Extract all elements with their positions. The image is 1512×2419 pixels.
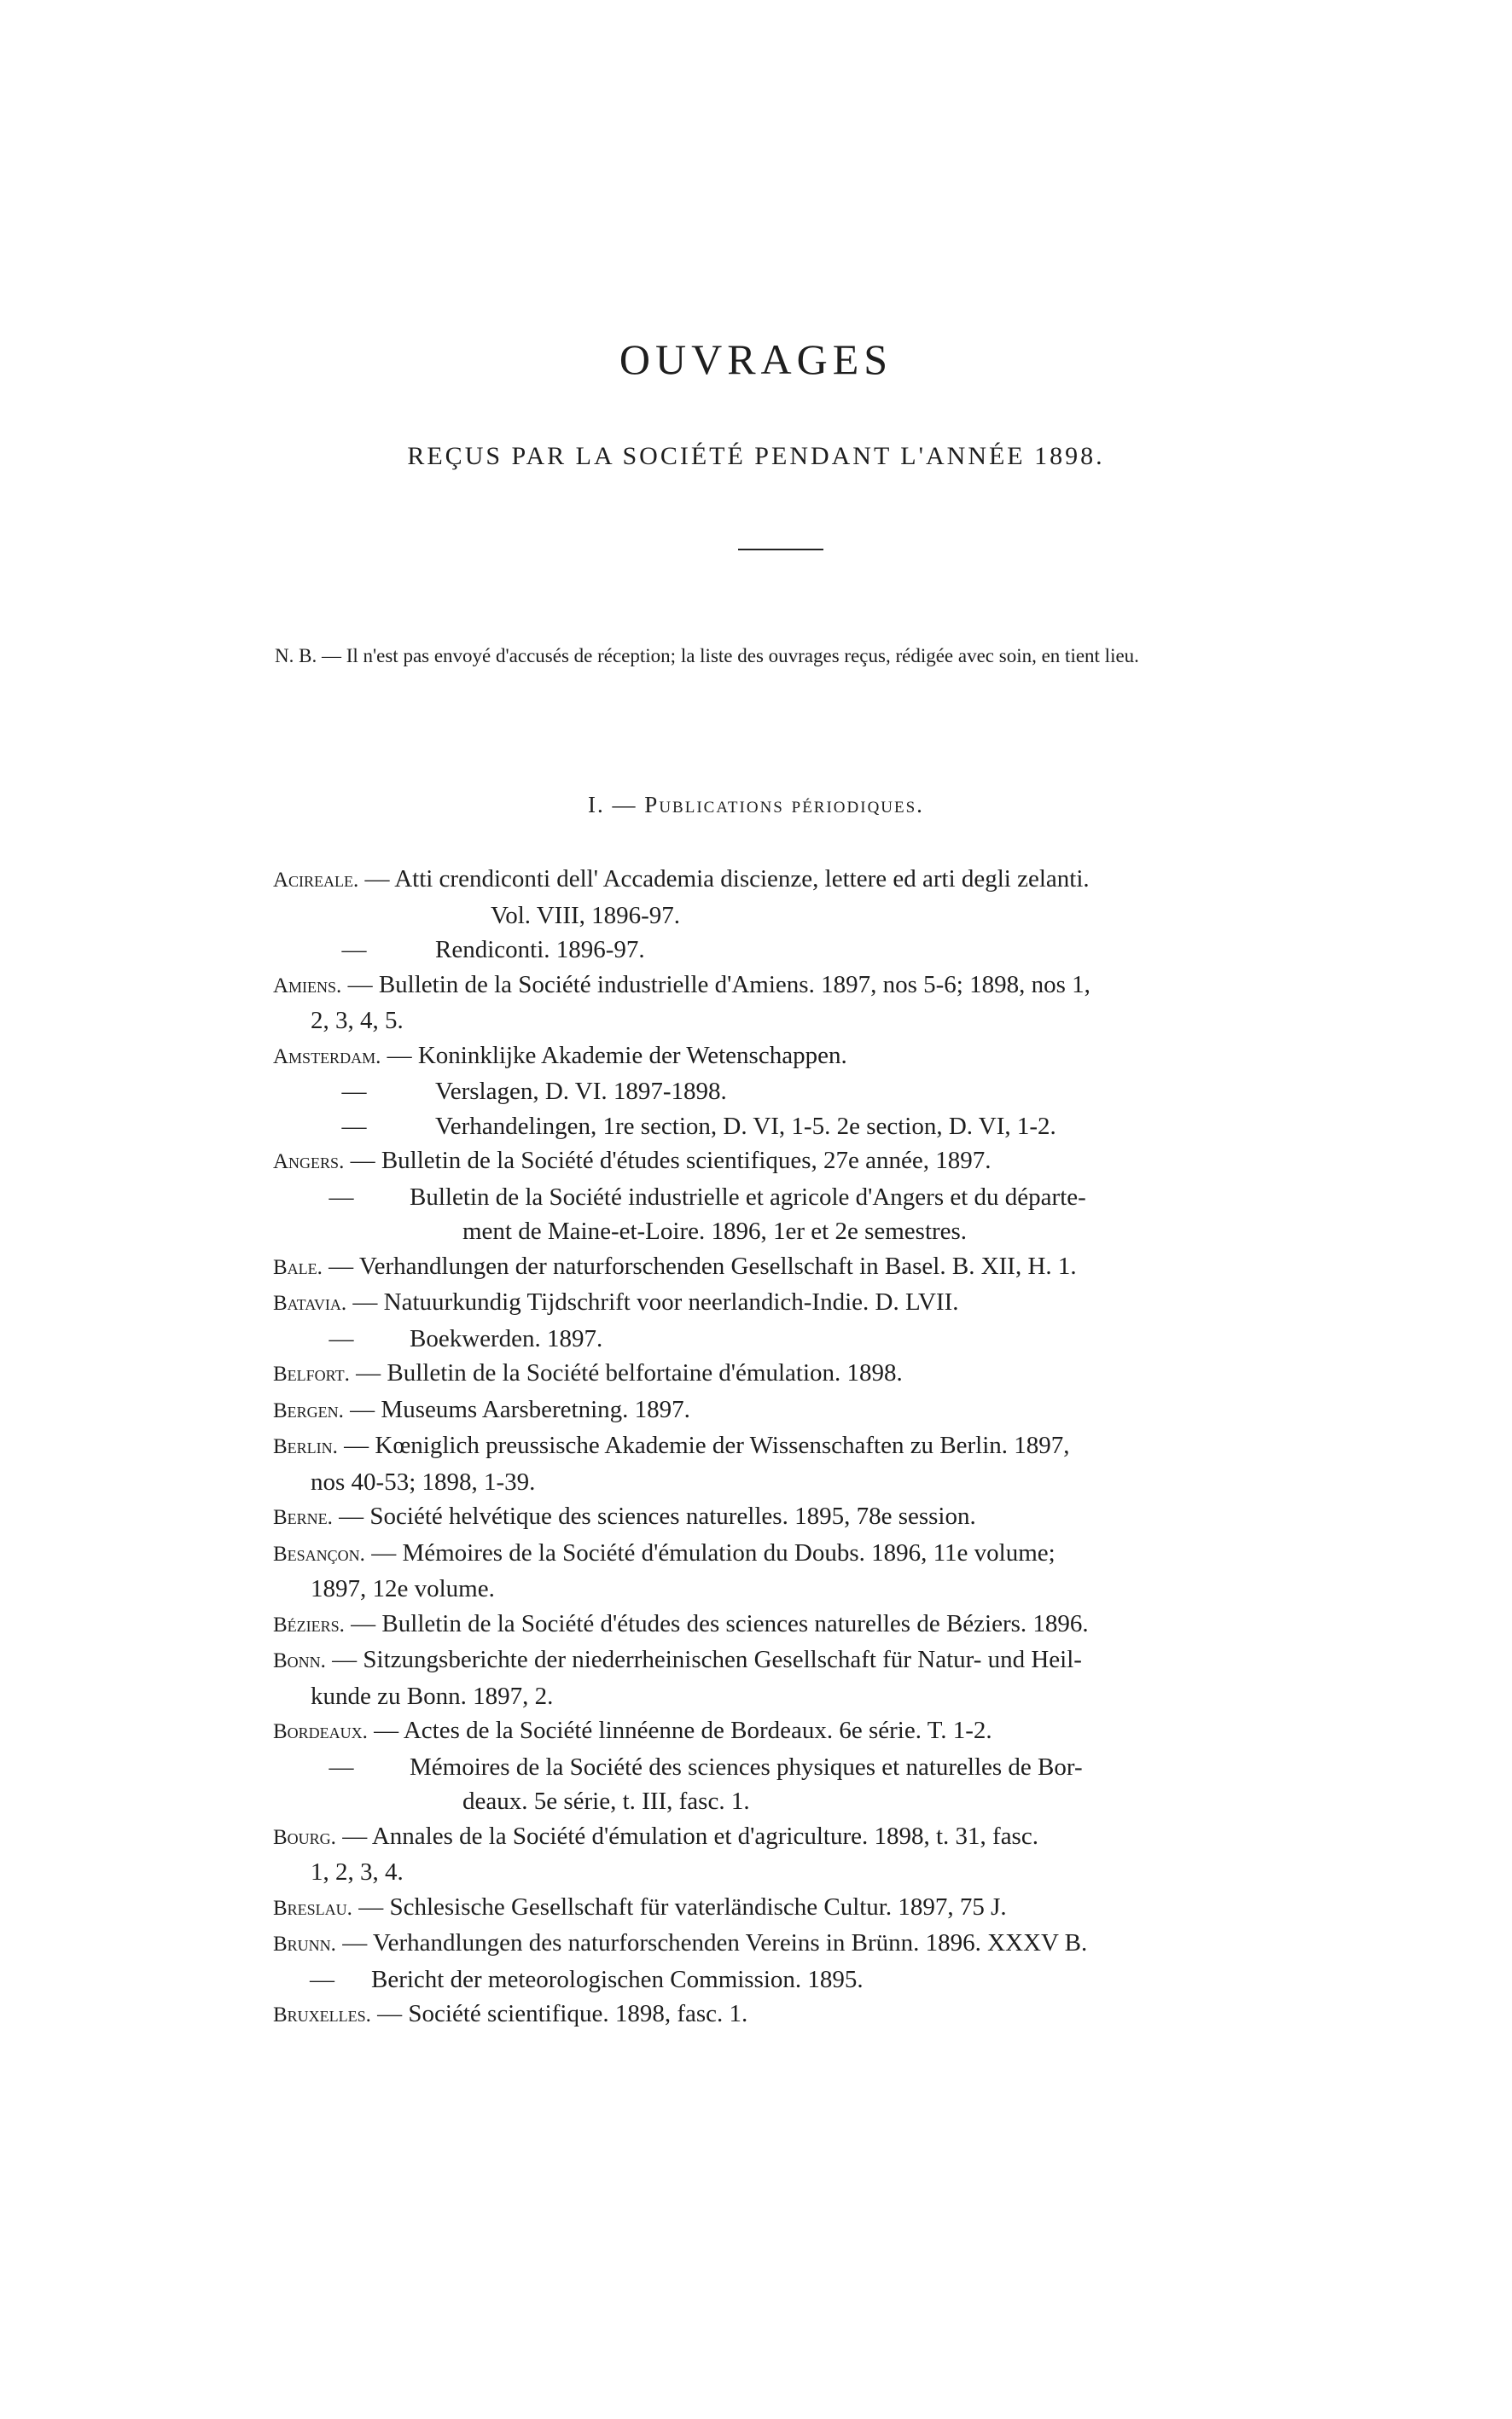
list-item xyxy=(273,1499,1271,1536)
title-divider xyxy=(738,549,823,550)
entry-text: — Bulletin de la Société d'études des sciences naturelles de Béziers. 1896. xyxy=(344,1609,1089,1637)
entry-continuation: 2, 3, 4, 5. xyxy=(311,1007,404,1034)
entry-continuation: Vol. VIII, 1896-97. xyxy=(491,901,681,929)
entry-text: — Verhandlungen der naturforschenden Gesellschaft in Basel. B. XII, H. 1. xyxy=(322,1252,1077,1280)
entry-location: Amiens. xyxy=(273,974,342,997)
entry-location: Breslau. xyxy=(273,1896,352,1920)
entry-location: Batavia. xyxy=(273,1292,347,1315)
entry-text: — Verhandlungen des naturforschenden Vereins in Brünn. 1896. XXXV B. xyxy=(335,1929,1088,1957)
entry-dash: — xyxy=(310,1965,334,1993)
list-item xyxy=(273,1428,1271,1499)
list-item xyxy=(273,1285,1271,1322)
list-item xyxy=(273,1143,1271,1180)
entry-text: — Bulletin de la Société belfortaine d'émulation. 1898. xyxy=(349,1359,903,1387)
list-item xyxy=(273,1926,1271,1963)
entry-location: Bonn. xyxy=(273,1649,326,1672)
entry-location: Belfort. xyxy=(273,1363,350,1386)
entry-text: — Kœniglich preussische Akademie der Wissenschaften zu Berlin. 1897, xyxy=(337,1432,1070,1459)
entry-location: Béziers. xyxy=(273,1613,345,1637)
list-item xyxy=(273,1074,1271,1109)
entry-continuation: kunde zu Bonn. 1897, 2. xyxy=(311,1682,554,1710)
entry-dash: — xyxy=(329,1324,354,1352)
list-item xyxy=(273,1109,1271,1144)
entry-text: — Atti crendiconti dell' Accademia discienze, lettere ed arti degli zelanti. xyxy=(358,865,1090,893)
entry-text: — Bulletin de la Société d'études scientifiques, 27e année, 1897. xyxy=(344,1147,992,1174)
section-heading xyxy=(0,792,1512,818)
entry-dash: — xyxy=(329,1753,354,1781)
list-item xyxy=(273,1249,1271,1286)
entry-continuation: deaux. 5e série, t. III, fasc. 1. xyxy=(462,1788,750,1815)
entry-text: — Natuurkundig Tijdschrift voor neerlandich-Indie. D. LVII. xyxy=(346,1288,959,1316)
entry-dash: — xyxy=(341,936,367,963)
entry-location: Amsterdam. xyxy=(273,1044,381,1068)
entry-text: — Mémoires de la Société d'émulation du Doubs. 1896, 11e volume; xyxy=(364,1538,1055,1567)
entry-continuation: ment de Maine-et-Loire. 1896, 1er et 2e semestres. xyxy=(462,1218,968,1245)
entry-location: Angers. xyxy=(273,1150,345,1173)
entry-dash: — xyxy=(329,1183,354,1211)
entry-location: Berlin. xyxy=(273,1435,338,1458)
entry-continuation: 1897, 12e volume. xyxy=(311,1575,495,1602)
entry-location: Berne. xyxy=(273,1506,333,1529)
list-item xyxy=(273,1750,1271,1819)
entry-text: Bericht der meteorologischen Commission. 1895. xyxy=(371,1965,864,1993)
entry-dash: — xyxy=(341,1112,367,1140)
list-item xyxy=(273,1322,1271,1357)
entry-text: Verslagen, D. VI. 1897-1898. xyxy=(435,1078,727,1105)
entry-text: — Actes de la Société linnéenne de Bordeaux. 6e série. T. 1-2. xyxy=(367,1717,992,1744)
entry-location: Bourg. xyxy=(273,1825,336,1849)
entry-location: Brunn. xyxy=(273,1933,336,1956)
list-item xyxy=(273,968,1271,1038)
entry-text: — Schlesische Gesellschaft für vaterländische Cultur. 1897, 75 J. xyxy=(352,1893,1007,1921)
entry-text: Mémoires de la Société des sciences physiques et naturelles de Bor- xyxy=(410,1753,1083,1781)
entry-location: Bale. xyxy=(273,1255,323,1279)
list-item xyxy=(273,1180,1271,1249)
list-item xyxy=(273,862,1271,933)
entry-text: Verhandelingen, 1re section, D. VI, 1-5. 2e section, D. VI, 1-2. xyxy=(435,1112,1056,1140)
list-item xyxy=(273,1890,1271,1927)
entry-text: — Sitzungsberichte der niederrheinischen Gesellschaft für Natur- und Heil- xyxy=(325,1646,1082,1673)
page-subtitle: REÇUS PAR LA SOCIÉTÉ PENDANT L'ANNÉE 1898. xyxy=(407,442,1105,470)
entry-location: Besançon. xyxy=(273,1542,365,1566)
list-item xyxy=(273,933,1271,968)
entry-continuation: 1, 2, 3, 4. xyxy=(311,1858,404,1886)
entry-text: — Société scientifique. 1898, fasc. 1. xyxy=(370,2000,748,2027)
entry-location: Acireale. xyxy=(273,869,359,892)
entry-text: Bulletin de la Société industrielle et agricole d'Angers et du départe- xyxy=(410,1183,1086,1211)
section-title: Publications périodiques. xyxy=(644,792,924,817)
entry-text: — Société helvétique des sciences naturelles. 1895, 78e session. xyxy=(332,1503,976,1530)
list-item xyxy=(273,1393,1271,1429)
entry-text: Boekwerden. 1897. xyxy=(410,1324,603,1352)
entry-text: — Museums Aarsberetning. 1897. xyxy=(343,1395,690,1423)
note-paragraph: N. B. — Il n'est pas envoyé d'accusés de réception; la liste des ouvrages reçus, rédigée avec soin, en tient lieu. xyxy=(275,645,1139,666)
entry-continuation: nos 40-53; 1898, 1-39. xyxy=(311,1468,536,1496)
entry-text: — Koninklijke Akademie der Wetenschappen. xyxy=(381,1041,847,1069)
entry-dash: — xyxy=(341,1078,367,1105)
list-item xyxy=(273,1643,1271,1713)
entry-text: Rendiconti. 1896-97. xyxy=(435,936,645,963)
entry-text: — Annales de la Société d'émulation et d'agriculture. 1898, t. 31, fasc. xyxy=(335,1822,1038,1850)
list-item xyxy=(273,1536,1271,1607)
page-title: OUVRAGES xyxy=(619,335,893,383)
section-numeral: I. — xyxy=(588,792,637,817)
list-item xyxy=(273,1356,1271,1393)
list-item xyxy=(273,1607,1271,1643)
entry-text: — Bulletin de la Société industrielle d'Amiens. 1897, nos 5-6; 1898, nos 1, xyxy=(341,970,1090,998)
list-item xyxy=(273,1038,1271,1075)
publication-list xyxy=(273,862,1271,2033)
list-item xyxy=(273,1963,1271,1997)
list-item xyxy=(273,1713,1271,1750)
entry-location: Bruxelles. xyxy=(273,2003,371,2026)
entry-location: Bordeaux. xyxy=(273,1720,368,1743)
entry-location: Bergen. xyxy=(273,1398,344,1422)
list-item xyxy=(273,1819,1271,1890)
list-item xyxy=(273,1997,1271,2033)
